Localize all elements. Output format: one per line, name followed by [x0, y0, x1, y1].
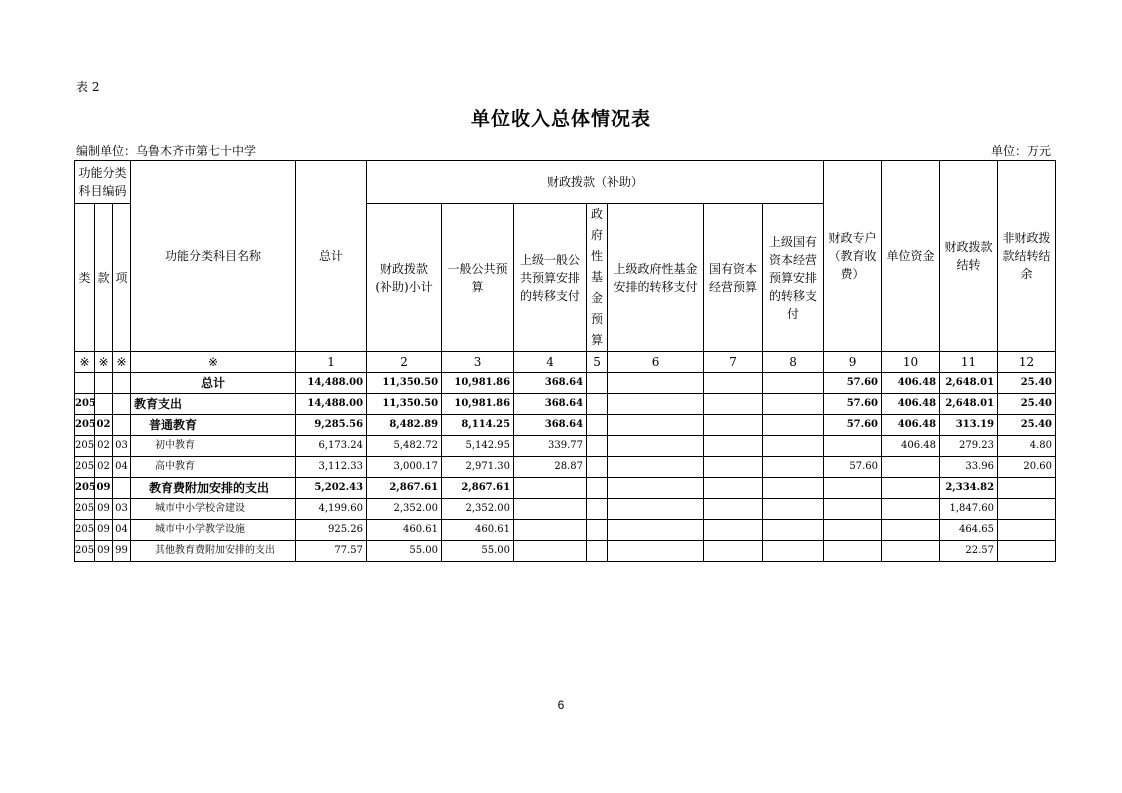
table-row: [75, 478, 1056, 499]
value-cell: [704, 373, 763, 394]
header-fiscal-group: 财政拨款（补助）: [367, 161, 824, 204]
value-cell: [704, 520, 763, 541]
code-lei-cell: 205: [75, 394, 95, 415]
index-cell: 4: [514, 352, 587, 373]
value-cell: [587, 373, 608, 394]
code-kuan-cell: [95, 394, 113, 415]
header-c2: 财政拨款(补助)小计: [367, 204, 442, 352]
code-xiang-cell: [113, 478, 131, 499]
code-kuan-cell: 09: [95, 478, 113, 499]
code-xiang-cell: [113, 394, 131, 415]
value-cell: [608, 436, 704, 457]
table-row: [75, 499, 1056, 520]
code-kuan-cell: 02: [95, 436, 113, 457]
code-lei-cell: 205: [75, 478, 95, 499]
value-cell: [608, 499, 704, 520]
value-cell: [514, 499, 587, 520]
value-cell: [514, 478, 587, 499]
table-row: [75, 373, 1056, 394]
code-kuan-cell: 09: [95, 541, 113, 562]
category-name-cell: 教育支出: [131, 394, 296, 415]
code-kuan-cell: [95, 373, 113, 394]
value-cell: [704, 457, 763, 478]
page-number: 6: [557, 698, 565, 712]
value-cell: [824, 478, 882, 499]
value-cell: 28.87: [514, 457, 587, 478]
value-cell: 339.77: [514, 436, 587, 457]
index-cell: 9: [824, 352, 882, 373]
code-kuan-cell: 09: [95, 499, 113, 520]
code-xiang-cell: 04: [113, 520, 131, 541]
value-cell: [998, 478, 1056, 499]
table-row: [75, 541, 1056, 562]
value-cell: 5,142.95: [442, 436, 514, 457]
index-cell: 11: [940, 352, 998, 373]
value-cell: 460.61: [367, 520, 442, 541]
value-cell: [587, 436, 608, 457]
value-cell: 5,482.72: [367, 436, 442, 457]
value-cell: [998, 499, 1056, 520]
value-cell: [763, 457, 824, 478]
value-cell: [824, 541, 882, 562]
value-cell: 2,867.61: [367, 478, 442, 499]
value-cell: [608, 520, 704, 541]
value-cell: 406.48: [882, 373, 940, 394]
code-xiang-cell: 04: [113, 457, 131, 478]
code-lei-cell: 205: [75, 520, 95, 541]
index-cell: ※: [113, 352, 131, 373]
value-cell: [704, 415, 763, 436]
index-cell: ※: [95, 352, 113, 373]
value-cell: [608, 373, 704, 394]
header-c8: 上级国有资本经营预算安排的转移支付: [763, 204, 824, 352]
index-row: [75, 352, 1056, 373]
header-c4: 上级一般公共预算安排的转移支付: [514, 204, 587, 352]
value-cell: [763, 394, 824, 415]
index-cell: 2: [367, 352, 442, 373]
value-cell: 3,112.33: [296, 457, 367, 478]
value-cell: [882, 457, 940, 478]
header-c6: 上级政府性基金安排的转移支付: [608, 204, 704, 352]
code-lei-cell: 205: [75, 415, 95, 436]
header-c11: 财政拨款结转: [940, 161, 998, 352]
value-cell: [763, 373, 824, 394]
value-cell: [608, 541, 704, 562]
index-cell: ※: [75, 352, 95, 373]
value-cell: [704, 394, 763, 415]
value-cell: [824, 499, 882, 520]
value-cell: [763, 499, 824, 520]
value-cell: 406.48: [882, 415, 940, 436]
value-cell: [587, 457, 608, 478]
table-label: 表 2: [76, 80, 100, 94]
table-row: [75, 436, 1056, 457]
index-cell: 12: [998, 352, 1056, 373]
header-c9: 财政专户（教育收费）: [824, 161, 882, 352]
value-cell: [704, 478, 763, 499]
income-summary-table: [74, 160, 1056, 562]
value-cell: 2,334.82: [940, 478, 998, 499]
index-cell: 6: [608, 352, 704, 373]
value-cell: 57.60: [824, 394, 882, 415]
value-cell: [763, 478, 824, 499]
value-cell: [882, 499, 940, 520]
value-cell: [587, 520, 608, 541]
value-cell: [514, 541, 587, 562]
value-cell: [763, 415, 824, 436]
category-name-cell: 城市中小学校舍建设: [131, 499, 296, 520]
code-kuan-cell: 02: [95, 415, 113, 436]
code-xiang-cell: 03: [113, 499, 131, 520]
category-name-cell: 初中教育: [131, 436, 296, 457]
value-cell: 33.96: [940, 457, 998, 478]
index-cell: 3: [442, 352, 514, 373]
value-cell: 57.60: [824, 457, 882, 478]
value-cell: [824, 520, 882, 541]
category-name-cell: 高中教育: [131, 457, 296, 478]
value-cell: 1,847.60: [940, 499, 998, 520]
index-cell: 1: [296, 352, 367, 373]
value-cell: [763, 541, 824, 562]
code-kuan-cell: 02: [95, 457, 113, 478]
value-cell: 925.26: [296, 520, 367, 541]
value-cell: 22.57: [940, 541, 998, 562]
index-cell: 7: [704, 352, 763, 373]
value-cell: 55.00: [442, 541, 514, 562]
value-cell: [824, 436, 882, 457]
value-cell: 368.64: [514, 394, 587, 415]
value-cell: 8,114.25: [442, 415, 514, 436]
value-cell: 406.48: [882, 436, 940, 457]
table-row: [75, 520, 1056, 541]
index-cell: 10: [882, 352, 940, 373]
header-lei: 类: [75, 204, 95, 352]
value-cell: 313.19: [940, 415, 998, 436]
value-cell: 9,285.56: [296, 415, 367, 436]
code-xiang-cell: [113, 415, 131, 436]
value-cell: 10,981.86: [442, 373, 514, 394]
header-total: 总计: [296, 161, 367, 352]
value-cell: [514, 520, 587, 541]
value-cell: 2,352.00: [367, 499, 442, 520]
organization-label: 编制单位：乌鲁木齐市第七十中学: [76, 144, 257, 158]
value-cell: 406.48: [882, 394, 940, 415]
value-cell: 4.80: [998, 436, 1056, 457]
table-row: [75, 415, 1056, 436]
code-xiang-cell: 03: [113, 436, 131, 457]
category-name-cell: 总计: [131, 373, 296, 394]
value-cell: 368.64: [514, 373, 587, 394]
header-xiang: 项: [113, 204, 131, 352]
value-cell: 25.40: [998, 394, 1056, 415]
index-cell: ※: [131, 352, 296, 373]
value-cell: 14,488.00: [296, 394, 367, 415]
value-cell: [587, 394, 608, 415]
code-lei-cell: 205: [75, 457, 95, 478]
header-kuan: 款: [95, 204, 113, 352]
index-cell: 5: [587, 352, 608, 373]
value-cell: 2,352.00: [442, 499, 514, 520]
value-cell: [704, 436, 763, 457]
value-cell: [608, 457, 704, 478]
value-cell: 8,482.89: [367, 415, 442, 436]
value-cell: 2,648.01: [940, 394, 998, 415]
value-cell: 2,867.61: [442, 478, 514, 499]
value-cell: 6,173.24: [296, 436, 367, 457]
code-lei-cell: 205: [75, 499, 95, 520]
header-c5: 政府性基金预算: [587, 204, 608, 352]
value-cell: 279.23: [940, 436, 998, 457]
value-cell: 57.60: [824, 373, 882, 394]
unit-label: 单位：万元: [990, 144, 1051, 158]
value-cell: 77.57: [296, 541, 367, 562]
code-lei-cell: 205: [75, 541, 95, 562]
value-cell: 10,981.86: [442, 394, 514, 415]
header-c3: 一般公共预算: [442, 204, 514, 352]
value-cell: [608, 415, 704, 436]
table-body: [75, 373, 1056, 562]
value-cell: [587, 541, 608, 562]
value-cell: [882, 520, 940, 541]
value-cell: [998, 520, 1056, 541]
code-kuan-cell: 09: [95, 520, 113, 541]
value-cell: 368.64: [514, 415, 587, 436]
code-xiang-cell: [113, 373, 131, 394]
value-cell: [608, 478, 704, 499]
value-cell: [587, 499, 608, 520]
value-cell: [587, 415, 608, 436]
category-name-cell: 其他教育费附加安排的支出: [131, 541, 296, 562]
page-title: 单位收入总体情况表: [470, 108, 651, 130]
value-cell: 460.61: [442, 520, 514, 541]
value-cell: 5,202.43: [296, 478, 367, 499]
value-cell: 25.40: [998, 373, 1056, 394]
value-cell: 2,648.01: [940, 373, 998, 394]
value-cell: 2,971.30: [442, 457, 514, 478]
value-cell: 57.60: [824, 415, 882, 436]
value-cell: 464.65: [940, 520, 998, 541]
value-cell: [763, 436, 824, 457]
value-cell: [882, 478, 940, 499]
value-cell: 20.60: [998, 457, 1056, 478]
header-c12: 非财政拨款结转结余: [998, 161, 1056, 352]
index-cell: 8: [763, 352, 824, 373]
value-cell: 3,000.17: [367, 457, 442, 478]
value-cell: 11,350.50: [367, 373, 442, 394]
category-name-cell: 城市中小学教学设施: [131, 520, 296, 541]
code-lei-cell: [75, 373, 95, 394]
table-row: [75, 457, 1056, 478]
category-name-cell: 教育费附加安排的支出: [131, 478, 296, 499]
header-name: 功能分类科目名称: [131, 161, 296, 352]
value-cell: 14,488.00: [296, 373, 367, 394]
value-cell: 4,199.60: [296, 499, 367, 520]
value-cell: 25.40: [998, 415, 1056, 436]
value-cell: [704, 541, 763, 562]
value-cell: [998, 541, 1056, 562]
header-func-code: 功能分类 科目编码: [75, 161, 131, 204]
code-lei-cell: 205: [75, 436, 95, 457]
value-cell: [882, 541, 940, 562]
table-row: [75, 394, 1056, 415]
value-cell: 55.00: [367, 541, 442, 562]
value-cell: [587, 478, 608, 499]
value-cell: [763, 520, 824, 541]
header-c10: 单位资金: [882, 161, 940, 352]
code-xiang-cell: 99: [113, 541, 131, 562]
value-cell: [704, 499, 763, 520]
category-name-cell: 普通教育: [131, 415, 296, 436]
header-c7: 国有资本经营预算: [704, 204, 763, 352]
value-cell: [608, 394, 704, 415]
value-cell: 11,350.50: [367, 394, 442, 415]
